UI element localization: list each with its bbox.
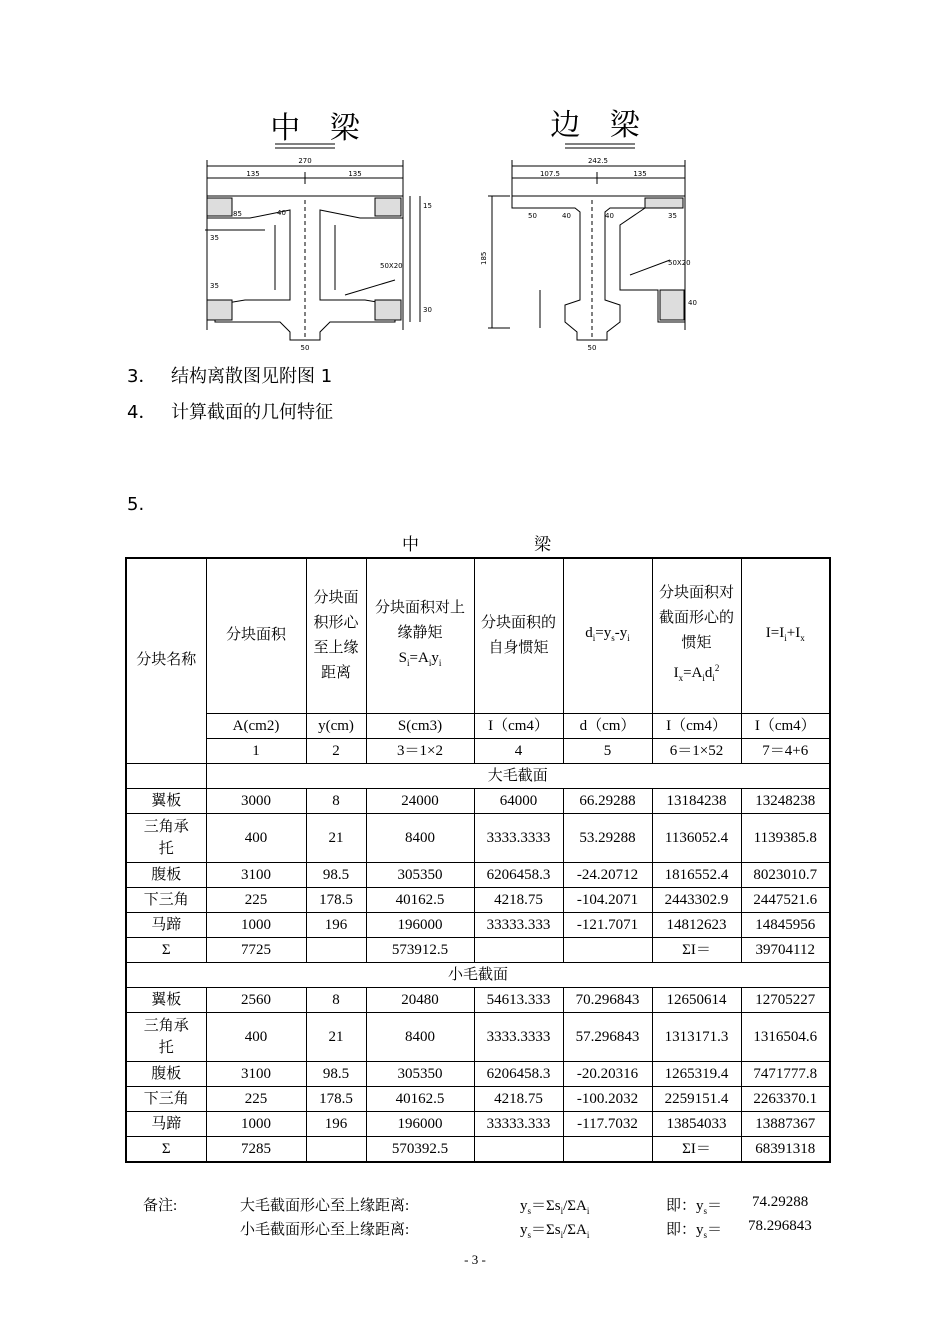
table-cell: 14845956 [741, 912, 830, 937]
row-label: 三角承托 [126, 1012, 206, 1061]
table-cell: 66.29288 [563, 788, 652, 813]
sum-i-label: ΣI＝ [652, 937, 741, 962]
section2-body [126, 987, 830, 1136]
row-label: 翼板 [126, 788, 206, 813]
table-cell: 2560 [206, 987, 306, 1012]
table-cell: 3333.3333 [474, 1012, 563, 1061]
header-static-moment: 分块面积对上缘静矩 $S_i=A_iy_i$ [366, 558, 474, 713]
list-item-3 [127, 362, 332, 388]
table-cell: 33333.333 [474, 912, 563, 937]
table-cell: 21 [306, 1012, 366, 1061]
sum-label: Σ [126, 937, 206, 962]
svg-text:135: 135 [633, 170, 647, 178]
table-cell: 1265319.4 [652, 1061, 741, 1086]
section-title-row [126, 962, 830, 987]
table-caption-right: 梁 [534, 535, 551, 555]
table-cell: 12705227 [741, 987, 830, 1012]
sum-label: Σ [126, 1136, 206, 1162]
note1-desc: 大毛截面形心至上缘距离: [240, 1198, 410, 1214]
table-cell: 1316504.6 [741, 1012, 830, 1061]
table-cell: 57.296843 [563, 1012, 652, 1061]
table-cell: 6206458.3 [474, 862, 563, 887]
svg-text:40: 40 [562, 212, 571, 220]
row-label: 翼板 [126, 987, 206, 1012]
svg-text:35: 35 [210, 234, 219, 242]
svg-text:30: 30 [423, 306, 432, 314]
list-item-4 [127, 398, 333, 424]
table-cell: 8 [306, 788, 366, 813]
header-ix: 分块面积对截面形心的惯矩 $I_x=A_id_i^2$ [652, 558, 741, 713]
svg-text:135: 135 [348, 170, 362, 178]
table-cell: 4218.75 [474, 1086, 563, 1111]
table-cell: 8400 [366, 1012, 474, 1061]
table-cell: 40162.5 [366, 1086, 474, 1111]
note2-answer: 即：$y_s=$ [666, 1222, 723, 1240]
sum-area: 7285 [206, 1136, 306, 1162]
index-cell: 2 [306, 738, 366, 763]
header-block-name: 分块名称 [126, 558, 206, 763]
row-label: 马蹄 [126, 912, 206, 937]
sum-area: 7725 [206, 937, 306, 962]
item-text: 结构离散图见附图 1 [171, 366, 333, 387]
index-cell: 6＝1×52 [652, 738, 741, 763]
unit-cell: y(cm) [306, 713, 366, 738]
table-cell: 1136052.4 [652, 813, 741, 862]
svg-text:185: 185 [480, 251, 488, 265]
svg-text:50: 50 [587, 344, 597, 352]
table-cell: 3333.3333 [474, 813, 563, 862]
unit-cell: I（cm4） [474, 713, 563, 738]
table-cell: 3000 [206, 788, 306, 813]
table-cell: 400 [206, 813, 306, 862]
table-cell: 2443302.9 [652, 887, 741, 912]
table-cell: -117.7032 [563, 1111, 652, 1136]
units-row [126, 713, 830, 738]
svg-text:107.5: 107.5 [539, 170, 561, 178]
svg-text:50: 50 [528, 212, 537, 220]
index-row [126, 738, 830, 763]
table-cell: 2263370.1 [741, 1086, 830, 1111]
table-cell: 53.29288 [563, 813, 652, 862]
table-cell: 305350 [366, 1061, 474, 1086]
table-cell: 2259151.4 [652, 1086, 741, 1111]
mid-beam-title: 中 梁 [270, 111, 370, 146]
table-row [126, 1111, 830, 1136]
table-row [126, 788, 830, 813]
note1-value: 74.29288 [752, 1194, 809, 1210]
table-caption-left: 中 [402, 535, 419, 555]
side-beam-title: 边 梁 [550, 108, 650, 143]
sum-static: 570392.5 [366, 1136, 474, 1162]
table-cell: 98.5 [306, 862, 366, 887]
index-cell: 1 [206, 738, 306, 763]
row-label: 下三角 [126, 1086, 206, 1111]
section1-sum-row [126, 937, 830, 962]
table-cell: 225 [206, 887, 306, 912]
table-cell: 20480 [366, 987, 474, 1012]
svg-text:40: 40 [605, 212, 614, 220]
table-cell: 305350 [366, 862, 474, 887]
sum-static: 573912.5 [366, 937, 474, 962]
section-number: 5. [127, 494, 145, 515]
unit-cell: I（cm4） [741, 713, 830, 738]
geometry-table [125, 557, 831, 1163]
table-row [126, 862, 830, 887]
item-number: 3． [127, 366, 157, 387]
note2-desc: 小毛截面形心至上缘距离: [240, 1222, 410, 1238]
table-cell: 33333.333 [474, 1111, 563, 1136]
index-cell: 7＝4+6 [741, 738, 830, 763]
unit-cell: I（cm4） [652, 713, 741, 738]
header-row [126, 558, 830, 713]
side-beam-figure [480, 100, 720, 360]
svg-text:135: 135 [246, 170, 260, 178]
table-cell: 7471777.8 [741, 1061, 830, 1086]
table-cell: 1000 [206, 1111, 306, 1136]
table-cell: 40162.5 [366, 887, 474, 912]
note2-value: 78.296843 [748, 1218, 812, 1234]
table-row [126, 813, 830, 862]
section2-sum-row [126, 1136, 830, 1162]
table-cell: 2447521.6 [741, 887, 830, 912]
table-row [126, 1012, 830, 1061]
table-cell: 6206458.3 [474, 1061, 563, 1086]
sum-i-label: ΣI＝ [652, 1136, 741, 1162]
svg-text:50: 50 [300, 344, 310, 352]
table-row [126, 1061, 830, 1086]
table-cell: 196000 [366, 912, 474, 937]
item-text: 计算截面的几何特征 [171, 402, 333, 423]
svg-text:270: 270 [298, 157, 312, 165]
table-cell: 400 [206, 1012, 306, 1061]
table-cell: 8 [306, 987, 366, 1012]
sum-i-total: 68391318 [741, 1136, 830, 1162]
table-cell: 13854033 [652, 1111, 741, 1136]
table-cell: -100.2032 [563, 1086, 652, 1111]
page-number: - 3 - [464, 1252, 486, 1267]
row-label: 腹板 [126, 1061, 206, 1086]
unit-cell: d（cm） [563, 713, 652, 738]
table-cell: 1313171.3 [652, 1012, 741, 1061]
table-cell: 3100 [206, 1061, 306, 1086]
notes-label: 备注: [143, 1198, 178, 1214]
table-cell: 54613.333 [474, 987, 563, 1012]
row-label: 马蹄 [126, 1111, 206, 1136]
header-self-inertia: 分块面积的自身惯矩 [474, 558, 563, 713]
sum-i-total: 39704112 [741, 937, 830, 962]
table-cell: 196000 [366, 1111, 474, 1136]
section1-title: 大毛截面 [206, 763, 830, 788]
row-label: 腹板 [126, 862, 206, 887]
table-cell: 12650614 [652, 987, 741, 1012]
svg-text:35: 35 [210, 282, 219, 290]
table-cell: -24.20712 [563, 862, 652, 887]
table-cell: 70.296843 [563, 987, 652, 1012]
note1-answer: 即：$y_s=$ [666, 1198, 723, 1216]
header-i-total: $I=I_i+I_x$ [741, 558, 830, 713]
index-cell: 4 [474, 738, 563, 763]
row-label: 下三角 [126, 887, 206, 912]
svg-text:85: 85 [233, 210, 242, 218]
note1-formula: $y_s=\Sigma s_i/\Sigma A_i$ [520, 1198, 590, 1216]
table-cell: 1000 [206, 912, 306, 937]
table-cell: 225 [206, 1086, 306, 1111]
table-cell: 8400 [366, 813, 474, 862]
header-area: 分块面积 [206, 558, 306, 713]
mid-beam-figure [195, 100, 445, 360]
table-cell: 178.5 [306, 887, 366, 912]
table-cell: 13887367 [741, 1111, 830, 1136]
table-cell: 196 [306, 1111, 366, 1136]
svg-text:40: 40 [277, 209, 286, 217]
header-centroid-dist: 分块面积形心至上缘距离 [306, 558, 366, 713]
table-cell: -104.2071 [563, 887, 652, 912]
table-cell: 13184238 [652, 788, 741, 813]
table-row [126, 912, 830, 937]
table-cell: 178.5 [306, 1086, 366, 1111]
table-cell: -121.7071 [563, 912, 652, 937]
table-cell: 13248238 [741, 788, 830, 813]
table-cell: 98.5 [306, 1061, 366, 1086]
unit-cell: A(cm2) [206, 713, 306, 738]
table-row [126, 987, 830, 1012]
table-row [126, 887, 830, 912]
row-label: 三角承托 [126, 813, 206, 862]
table-cell: 1139385.8 [741, 813, 830, 862]
table-cell: 4218.75 [474, 887, 563, 912]
table-cell: 24000 [366, 788, 474, 813]
section-title-row [126, 763, 830, 788]
index-cell: 3＝1×2 [366, 738, 474, 763]
unit-cell: S(cm3) [366, 713, 474, 738]
svg-text:242.5: 242.5 [587, 157, 609, 165]
table-cell: 64000 [474, 788, 563, 813]
item-number: 4． [127, 402, 157, 423]
table-cell: 1816552.4 [652, 862, 741, 887]
svg-text:50X20: 50X20 [380, 262, 403, 270]
table-cell: 3100 [206, 862, 306, 887]
section2-title: 小毛截面 [126, 962, 830, 987]
svg-text:40: 40 [688, 299, 697, 307]
table-cell: 196 [306, 912, 366, 937]
table-cell: 14812623 [652, 912, 741, 937]
table-cell: -20.20316 [563, 1061, 652, 1086]
svg-text:15: 15 [423, 202, 432, 210]
table-cell: 21 [306, 813, 366, 862]
index-cell: 5 [563, 738, 652, 763]
section1-body [126, 788, 830, 937]
svg-text:35: 35 [668, 212, 677, 220]
table-cell: 8023010.7 [741, 862, 830, 887]
header-di: $d_i=y_s-y_i$ [563, 558, 652, 713]
table-row [126, 1086, 830, 1111]
note2-formula: $y_s=\Sigma s_i/\Sigma A_i$ [520, 1222, 590, 1240]
svg-text:50X20: 50X20 [668, 259, 691, 267]
